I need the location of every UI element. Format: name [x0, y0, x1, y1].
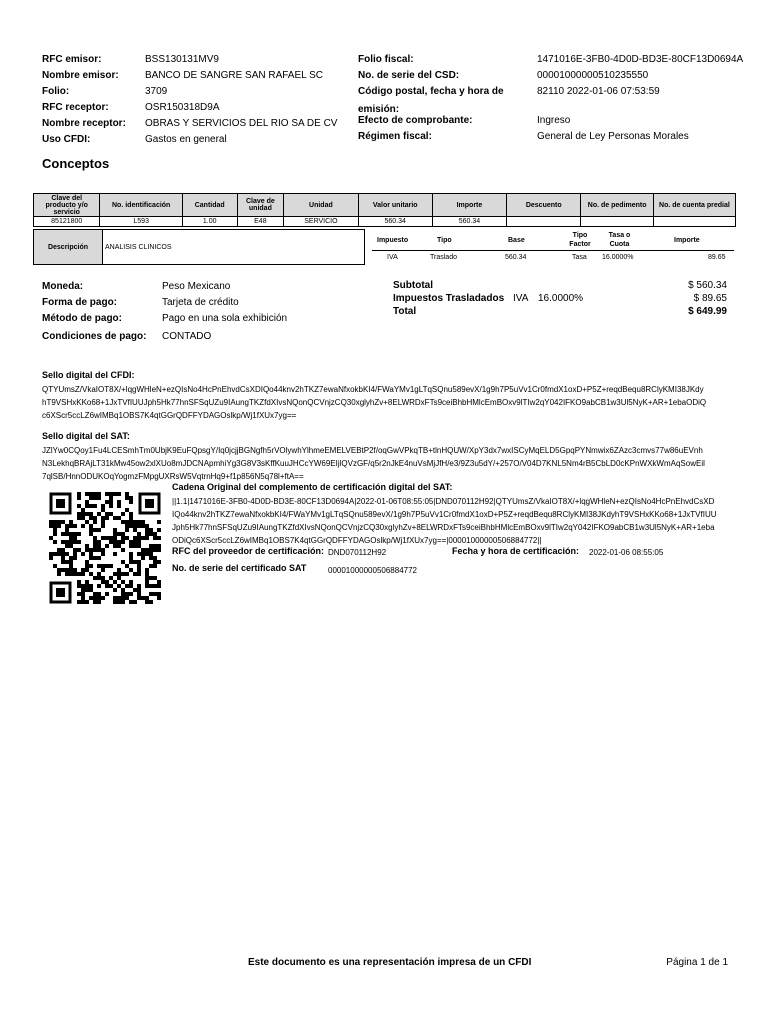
regimen-label: Régimen fiscal:	[358, 131, 432, 142]
proveedor-value: DND070112H92	[328, 548, 387, 557]
sello-cfdi-label: Sello digital del CFDI:	[42, 370, 135, 380]
impuestos-rate: 16.0000%	[538, 293, 584, 304]
tax-h-tipo-factor: Tipo Factor	[569, 232, 591, 248]
efecto-value: Ingreso	[537, 115, 571, 126]
metodo-pago-label: Método de pago:	[42, 313, 122, 324]
cadena-label: Cadena Original del complemento de certificación digital del SAT:	[172, 482, 453, 492]
serie-sat-value: 00001000000506884772	[328, 566, 417, 575]
condiciones-pago-value: CONTADO	[162, 331, 212, 342]
folio-label: Folio:	[42, 86, 70, 97]
serie-csd-value: 00001000000510235550	[537, 70, 649, 81]
td-no-identificacion: L593	[100, 217, 182, 227]
td-clave-unidad: E48	[237, 217, 284, 227]
cadena-text	[172, 495, 742, 547]
th-pedimento: No. de pedimento	[581, 194, 653, 217]
qr-code	[49, 492, 161, 604]
condiciones-pago-label: Condiciones de pago:	[42, 331, 147, 342]
tax-h-tasa: Tasa o Cuota	[608, 232, 631, 248]
td-cantidad: 1.00	[182, 217, 237, 227]
forma-pago-value: Tarjeta de crédito	[162, 297, 239, 308]
impuestos-label: Impuestos Trasladados	[393, 293, 505, 304]
table-row	[34, 217, 736, 227]
td-unidad: SERVICIO	[284, 217, 358, 227]
serie-csd-label: No. de serie del CSD:	[358, 70, 460, 81]
cp-fecha-value: 82110 2022-01-06 07:53:59	[537, 86, 660, 97]
total-label: Total	[393, 306, 417, 317]
th-valor-unitario: Valor unitario	[358, 194, 432, 217]
td-descuento	[507, 217, 581, 227]
td-pedimento	[581, 217, 653, 227]
impuestos-value: $ 89.65	[693, 293, 727, 304]
th-descuento: Descuento	[507, 194, 581, 217]
cp-fecha-label: Código postal, fecha y hora de emisión:	[358, 86, 504, 115]
tax-h-base: Base	[508, 237, 525, 244]
td-importe: 560.34	[432, 217, 506, 227]
uso-cfdi-label: Uso CFDI:	[42, 134, 91, 145]
sello-sat-label: Sello digital del SAT:	[42, 431, 130, 441]
impuestos-tax: IVA	[513, 293, 529, 304]
subtotal-label: Subtotal	[393, 280, 433, 291]
th-clave-unidad: Clave de unidad	[237, 194, 284, 217]
nombre-emisor-label: Nombre emisor:	[42, 70, 119, 81]
metodo-pago-value: Pago en una sola exhibición	[162, 313, 288, 324]
td-cuenta-predial	[653, 217, 735, 227]
cadena-line: ODiQc6XScr5ccLZ6wIMBq1OBS7K4qtGGrQDFFYDAGOslkp/Wj1fXUx7yg==|00001000000506884772||	[172, 536, 542, 545]
td-clave-producto: 85121800	[34, 217, 100, 227]
forma-pago-label: Forma de pago:	[42, 297, 118, 308]
subtotal-value: $ 560.34	[688, 280, 727, 291]
conceptos-table	[33, 193, 736, 227]
sello-cfdi-line: QTYUmsZ/VkaIOT8X/+lqgWHleN+ezQIsNo4HcPnEhvdCsXDIQo44knv2hTKZ7ewaNfxokbKI4/FWaYMv1gLTqSQnu589evX/1g9h7P5uVv1Cr0fmdX1oxD+P5Z+reqdBequ8RClyKMI38JKdy	[42, 385, 704, 394]
tax-h-importe: Importe	[674, 237, 700, 244]
nombre-receptor-label: Nombre receptor:	[42, 118, 126, 129]
rfc-receptor-value: OSR150318D9A	[145, 102, 220, 113]
uso-cfdi-value: Gastos en general	[145, 134, 227, 145]
cadena-line: Jph5Hk77hnSFSqUZu9IAungTKZfdXIvsNQonQCVnjzCQ30xglyhZv+8ELWRDxFTs9ceiBhbHMlcEmBOxv9lTIw2qY042IFKO9abCB1w3Ul5NyK+AR+1eba	[172, 523, 715, 532]
total-value: $ 649.99	[688, 306, 727, 317]
th-cantidad: Cantidad	[182, 194, 237, 217]
tax-h-impuesto: Impuesto	[377, 237, 409, 244]
folio-fiscal-label: Folio fiscal:	[358, 54, 414, 65]
sello-sat-text	[42, 444, 742, 483]
footer-note: Este documento es una representación impresa de un CFDI	[248, 957, 532, 968]
descripcion-label: Descripción	[33, 229, 103, 265]
th-clave-producto: Clave del producto y/o servicio	[34, 194, 100, 217]
rfc-emisor-label: RFC emisor:	[42, 54, 102, 65]
cadena-line: ||1.1|1471016E-3FB0-4D0D-BD3E-80CF13D0694A|2022-01-06T08:55:05|DND070112H92|QTYUmsZ/VkaIOT8X/+lqgWHleN+ezQIsNo4HcPnEhvdCsXD	[172, 497, 715, 506]
tax-v-impuesto: IVA	[387, 254, 398, 261]
sello-cfdi-text	[42, 383, 742, 422]
fecha-cert-label: Fecha y hora de certificación:	[452, 546, 580, 556]
conceptos-title: Conceptos	[42, 156, 110, 171]
sello-sat-line: JZlYw0CQoy1Fu4LCESmhTm0UbjK9EuFQpsgY/Iq0jcjjBGNgfh5rVOlywhYlhmeEMELVEBtP2f/oqGwVPkqTB+tlnHQUW/XpY3dx7wxISCyMqELD5GpqPYNmwix6ZAzc3cmvs77w86uEVnh	[42, 446, 703, 455]
serie-sat-label: No. de serie del certificado SAT	[172, 563, 307, 573]
moneda-value: Peso Mexicano	[162, 281, 231, 292]
cadena-line: IQo44knv2hTKZ7ewaNfxokbKI4/FWaYMv1gLTqSQnu589evX/1g9h7P5uVv1Cr0fmdX1oxD+P5Z+reqdBequ8RClyKMI38JKdyhT9VSHxKKo68+1JxTVfIUU	[172, 510, 717, 519]
tax-v-tipo-factor: Tasa	[572, 254, 587, 261]
tax-h-tipo: Tipo	[437, 237, 452, 244]
rfc-receptor-label: RFC receptor:	[42, 102, 109, 113]
fecha-cert-value: 2022-01-06 08:55:05	[589, 548, 664, 557]
th-unidad: Unidad	[284, 194, 358, 217]
descripcion-value: ANALISIS CLINICOS	[103, 229, 365, 265]
th-importe: Importe	[432, 194, 506, 217]
td-valor-unitario: 560.34	[358, 217, 432, 227]
moneda-label: Moneda:	[42, 281, 84, 292]
sello-cfdi-line: hT9VSHxKKo68+1JxTVfIUUJph5Hk77hnSFSqUZu9IAungTKZfdXIvsNQonQCVnjzCQ30xglyhZv+8ELWRDxFTs9ceiBhbHMlcEmBOxv9lTIw2qY042IFKO9abCB1w3Ul5NyK+AR+1ebaODiQ	[42, 398, 707, 407]
nombre-emisor-value: BANCO DE SANGRE SAN RAFAEL SC	[145, 70, 324, 81]
folio-fiscal-value: 1471016E-3FB0-4D0D-BD3E-80CF13D0694A	[537, 54, 744, 65]
nombre-receptor-value: OBRAS Y SERVICIOS DEL RIO SA DE CV	[145, 118, 338, 129]
th-no-identificacion: No. identificación	[100, 194, 182, 217]
sello-sat-line: N3LekhqBRAjLT31kMw45ow2xlXUo8mJDCNApmhiYg3G8V3sKffKuuJHCcYW69EIjlQVzGF/q5r2nJkE4nuVsMjJfH/e3/9Z3u5dY/+257O/V04D7KNL5Nm4rB5CbLD0cKPnWXkWmAqSowEil	[42, 459, 705, 468]
folio-value: 3709	[145, 86, 168, 97]
efecto-label: Efecto de comprobante:	[358, 115, 473, 126]
tax-v-importe: 89.65	[708, 254, 726, 261]
th-cuenta-predial: No. de cuenta predial	[653, 194, 735, 217]
rfc-emisor-value: BSS130131MV9	[145, 54, 219, 65]
tax-v-base: 560.34	[505, 254, 527, 261]
sello-sat-line: 7qlSB/HnnODUKOqYogmzFMpgUXRsW5VqtrnHq9+f1p856N5q78l+ftA==	[42, 472, 304, 481]
sello-cfdi-line: c6XScr5ccLZ6wIMBq1OBS7K4qtGGrQDFFYDAGOslkp/Wj1fXUx7yg==	[42, 411, 297, 420]
tax-v-tipo: Traslado	[430, 254, 457, 261]
regimen-value: General de Ley Personas Morales	[537, 131, 689, 142]
tax-v-tasa: 16.0000%	[602, 254, 634, 261]
page-number: Página 1 de 1	[666, 957, 728, 968]
tax-divider	[372, 250, 734, 251]
proveedor-label: RFC del proveedor de certificación:	[172, 546, 325, 556]
